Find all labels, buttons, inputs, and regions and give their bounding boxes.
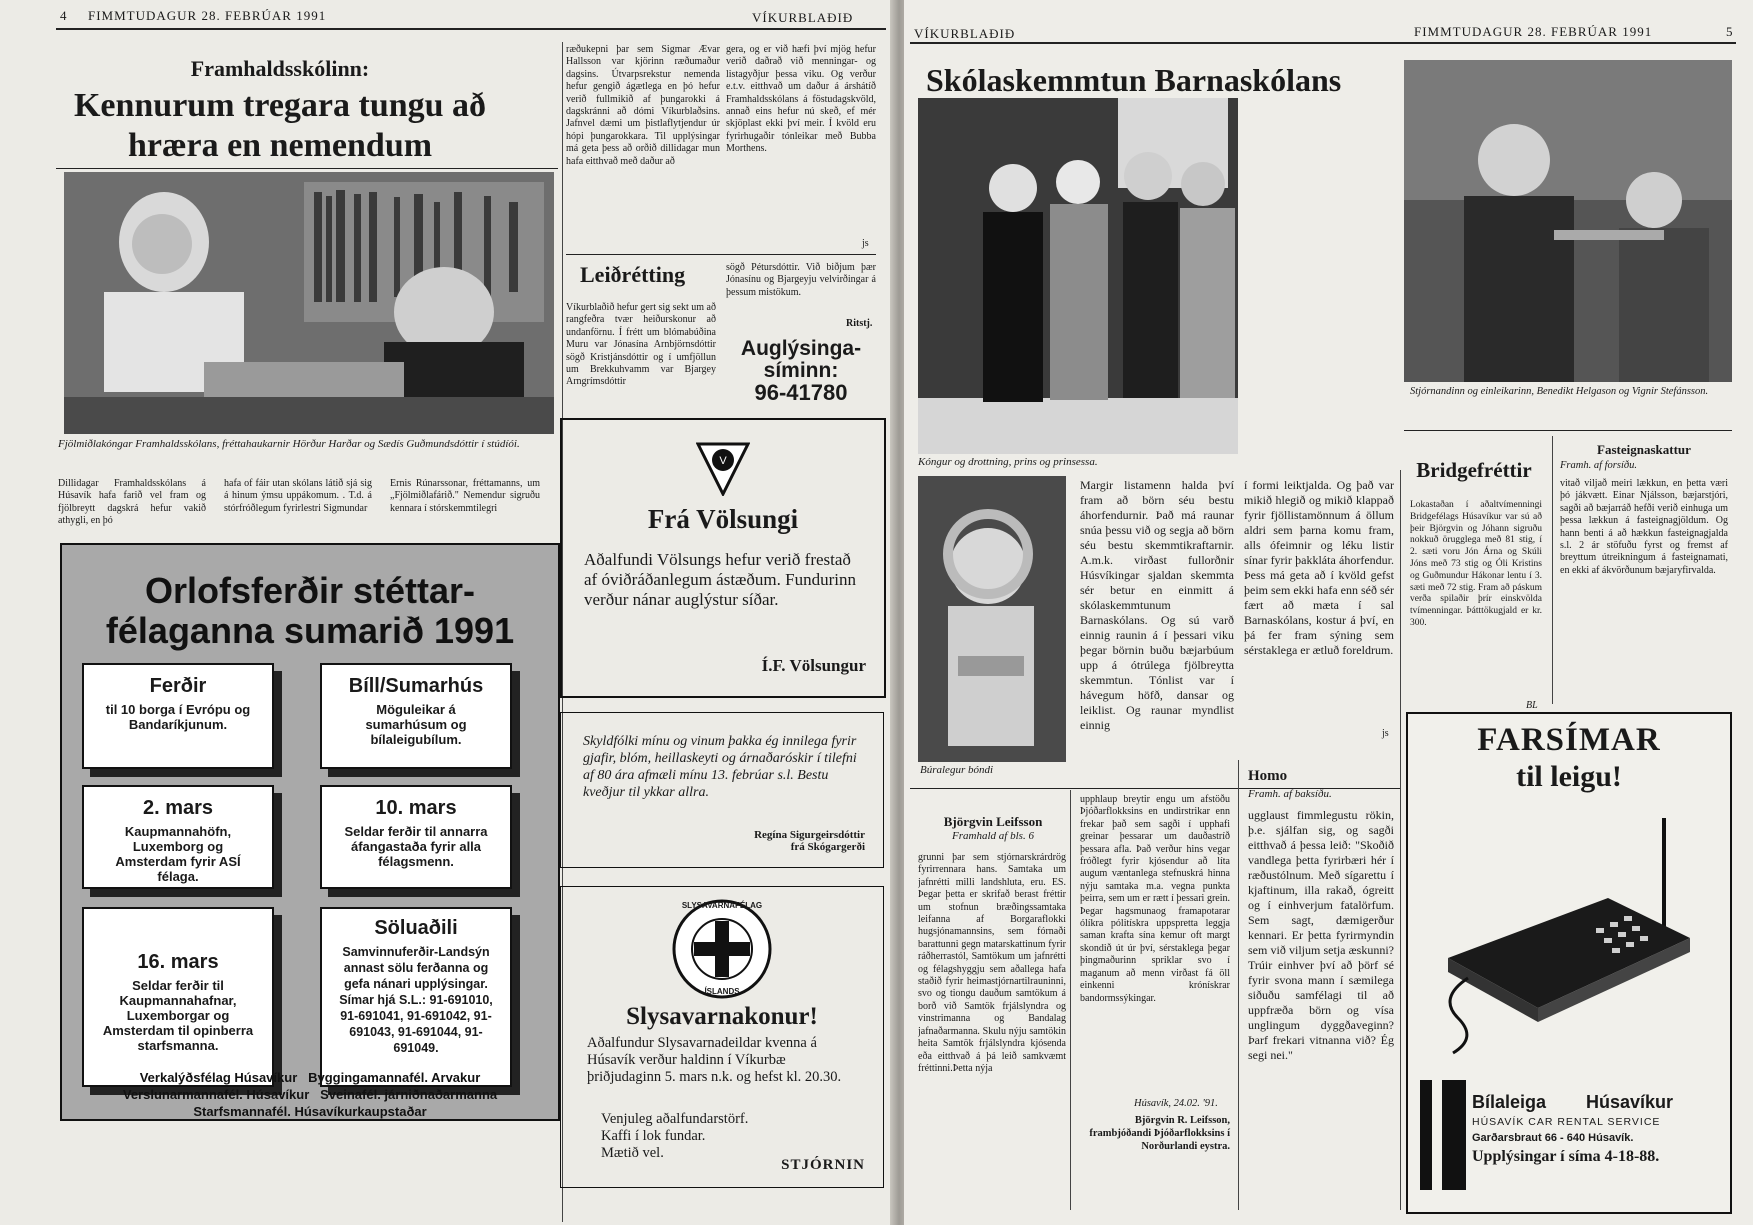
bjorgvin-title: Björgvin Leifsson: [943, 814, 1043, 829]
header-paper-left: VÍKURBLAÐIÐ: [752, 10, 854, 25]
column-divider-bridge: [1552, 436, 1553, 704]
conductor-photo: [1404, 60, 1732, 382]
orlof-box-2-body: Möguleikar á sumarhúsum og bílaleigubílum.: [365, 702, 467, 747]
bridge-title: Bridgefréttir: [1416, 458, 1532, 482]
orlof-box-6-title: Söluaðili: [374, 917, 458, 939]
correction-signature: Ritstj.: [846, 318, 873, 329]
caption-main: Kóngur og drottning, prins og prinsessa.: [918, 456, 1098, 468]
farsimar-brand-1: Bílaleiga: [1472, 1092, 1547, 1112]
article-kicker: Framhaldsskólinn:: [190, 56, 370, 81]
header-rule: [56, 28, 886, 30]
column-divider-r3: [1400, 470, 1401, 1210]
orlof-footer-line1: Verkalýðsfélag Húsavíkur Byggingamannafél. Arvakur: [139, 1070, 481, 1085]
orlof-box-6: [320, 907, 512, 1087]
volsungur-title: Frá Völsungi: [647, 504, 799, 534]
farsimar-brand-2: Húsavíkur: [1586, 1092, 1674, 1112]
bridge-signature: BL: [1526, 700, 1538, 711]
slysavarna-logo-icon: [672, 899, 772, 999]
slysavarna-logo-top: SLYSAVARNAFÉLAG: [681, 901, 763, 910]
column-divider-r1: [1070, 790, 1071, 1210]
correction-body: Víkurblaðið hefur gert sig sekt um að rangfeðra tvær heiðurskonur að undanförnu. Í frétt um blómabúðina Muru var Jónasína Arnbjörnsdóttir sögð Kristjánsdóttir og í umfjöllun um Brekkuhvamm var Bjargey Arngrímsdóttir: [566, 302, 716, 388]
farsimar-ad: [1406, 712, 1732, 1214]
caption-side: Stjórnandinn og einleikarinn, Benedikt Helgason og Vignir Stefánsson.: [1410, 386, 1709, 397]
right-headline: Skólaskemmtun Barnaskólans: [926, 62, 1342, 98]
story-col1: Margir listamenn halda því fram að börn séu bestu áhorfendurnir. Það má raunar snúa þessu við og segja að börn séu bestu skemmtikraftarnir. A.m.k. virðast fullorðnir Húsvíkingar sjaldan skemmta sér betur en einmitt á skólaskemmtunum Barnaskólans. Og sú varð einnig raunin á í þessari viku þegar börnin buðu bæjarbúum upp á ótrúlega fjölbreytta skemmtun. Tónlist var í hávegum höfð, dansar og leiklist. Og raunar myndlist einnig: [1080, 478, 1234, 732]
slysavarna-line-2: Kaffi í lok fundar.: [601, 1128, 706, 1144]
slysavarna-logo-bottom: ÍSLANDS: [704, 987, 740, 996]
bridge-rule: [1404, 430, 1732, 431]
header-paper-right: VÍKURBLAÐIÐ: [914, 26, 1016, 41]
orlof-footer: [62, 1069, 558, 1120]
page-number-left: 4: [60, 8, 68, 23]
column-divider-r2: [1238, 760, 1239, 1210]
bjorgvin-sig-2: frambjóðandi Þjóðarflokksins í Norðurlandi eystra.: [1089, 1128, 1230, 1152]
fasteigna-body: vitað viljað meiri lækkun, en þetta væri þó jákvætt. Einar Njálsson, bæjarstjóri, sagði að bæjarráð hefði verið einhuga um þessa lækkun á fasteignagjöldum. Og hann benti á að hækkun fasteignagjalda s.l. 2 ár stöfuðu fyrst og fremst af breyttum útreikningum á fasteignamati, en ekki af ákvörðunum bæjaryfirvalda.: [1560, 478, 1728, 576]
farsimar-subtitle: til leigu!: [1516, 760, 1622, 793]
slysavarna-lines: [601, 1111, 748, 1162]
correction-body-2: sögð Pétursdóttir. Við biðjum þær Jónasínu og Bjargeyju velvirðingar á þessum mistökum.: [726, 262, 876, 298]
bjorgvin-signature: [1080, 1114, 1230, 1153]
fasteigna-title: Fasteignaskattur: [1597, 442, 1691, 457]
photo-caption-left: Fjölmiðlakóngar Framhaldsskólans, fréttahaukarnir Hörður Harðar og Sædís Guðmundsdóttir í stúdíói.: [58, 438, 520, 450]
ad-phone-line1: Auglýsinga-: [740, 337, 862, 360]
volsungur-logo-icon: [696, 440, 750, 496]
svg-text:V: V: [719, 455, 727, 467]
orlof-box-1: [82, 663, 274, 769]
ad-phone-line2: síminn:: [763, 359, 839, 382]
farsimar-title: FARSÍMAR: [1477, 722, 1661, 758]
article-col2: hafa of fáir utan skólans látið sjá sig á hinum ýmsu uppákomum. . T.d. á stórfróðlegum fyrirlestri Sigmundar: [224, 478, 372, 514]
orlof-box-4-body: Seldar ferðir til annarra áfangastaða fyrir alla félagsmenn.: [344, 824, 488, 869]
article-col1: Dillidagar Framhaldsskólans á Húsavík hafa farið vel fram og fjölbreytt dagskrá hefur vakið athygli, en þó: [58, 478, 206, 527]
orlof-title-line1: Orlofsferðir stéttar-: [144, 570, 476, 611]
article-headline: Kennurum tregara tungu að hræra en nemendum: [73, 87, 487, 164]
right-page: [904, 0, 1753, 1225]
farsimar-address: Garðarsbraut 66 - 640 Húsavík.: [1472, 1132, 1634, 1144]
story-signature: js: [1382, 728, 1389, 739]
orlof-box-3: [82, 785, 274, 889]
farsimar-brand-sub: HÚSAVÍK CAR RENTAL SERVICE: [1472, 1116, 1661, 1128]
section-rule-1: [566, 254, 876, 255]
child-photo: [918, 476, 1066, 762]
homo-cont: Framh. af baksíðu.: [1248, 788, 1332, 800]
bjorgvin-sig-1: Björgvin R. Leifsson,: [1134, 1115, 1230, 1126]
header-date-left: FIMMTUDAGUR 28. FEBRÚAR 1991: [88, 8, 327, 23]
caption-small: Búralegur bóndi: [920, 764, 994, 776]
article-signature: js: [862, 238, 869, 249]
story-col2: í formi leiktjalda. Og það var mikið hlegið og mikið klappað fyrir fjöllistamönnum á öllum aldri sem þarna komu fram, alls ófeimnir og léku listir sínar fyrir þakkláta áhorfendur. Þess má geta að í kvöld gefst þeim sem ekki hafa enn séð sér fært að mæta í sal Barnaskólans, kostur á því, en þá fer fram sýning sem sérstaklega er ætluð foreldrum.: [1244, 478, 1394, 657]
volsungur-signature: Í.F. Völsungur: [761, 656, 866, 675]
slysavarna-body: Aðalfundur Slysavarnadeildar kvenna á Húsavík verður haldinn í Víkurbæ þriðjudaginn 5. mars n.k. og hefst kl. 20.30.: [587, 1035, 842, 1085]
orlof-box-1-title: Ferðir: [149, 675, 207, 697]
thanks-notice: [560, 712, 884, 868]
volsungur-body: Aðalfundi Völsungs hefur verið frestað af óviðráðanlegum ástæðum. Fundurinn verður nánar auglýstur síðar.: [584, 550, 856, 609]
orlof-box-1-body: til 10 borga í Evrópu og Bandaríkjunum.: [105, 702, 251, 732]
child-photo-image: [918, 476, 1066, 762]
bjorgvin-place: Húsavík, 24.02. '91.: [1134, 1098, 1218, 1109]
slysavarna-line-3: Mætið vel.: [601, 1145, 664, 1161]
conductor-photo-image: [1404, 60, 1732, 382]
bridge-body: Lokastaðan í aðaltvímenningi Bridgefélags Húsavíkur var sú að þeir Björgvin og Jóhann sigruðu nokkuð örugglega með 81 stig, í 2. sæti voru Jón Árna og Skúli Jóns með 73 stig og Óli Kristins og Guðmundur Hákonar lentu í 3. sæti með 72 stig. Fram að páskum verða spilaðir þrír einskvölda tvímenningar. Þátttökugjald er kr. 300.: [1410, 500, 1542, 628]
studio-photo: [64, 172, 554, 434]
bh-logo-icon: [1420, 1080, 1466, 1190]
orlof-box-5-title: 16. mars: [137, 951, 219, 973]
farsimar-phone: Upplýsingar í síma 4-18-88.: [1472, 1148, 1660, 1165]
car-phone-icon: [1428, 808, 1710, 1058]
bjorgvin-col2: upphlaup breytir engu um afstöðu Þjóðarflokksins en undirstrikar enn frekar það sem sagði í upphafi greinar þessarar um dauðastríð þessara afla. Það verður hins vegar fróðlegt fyrir kjósendur að líta augum væntanlega stefnuskrá hinna nýju samtaka m.a. vegna punkta þeirra, sem um er rætt í þessari grein. Þegar hagsmunaog framapotarar ólíkra pólitískra uppspretta leggja saman krafta sína kemur oft margt skondið út úr því, sérstaklega þegar þingmaðurinn spriklar svo í maganum að menn virðast fá öll einkenni krónískrar bandormssýkingar.: [1080, 794, 1230, 1004]
article-col3: Ernis Rúnarssonar, fréttamanns, um „Fjölmiðlafárið." Nemendur sigruðu kennara í stórskemmtilegri: [390, 478, 540, 514]
slysavarna-title: Slysavarnakonur!: [626, 1003, 818, 1030]
fasteigna-cont: Framh. af forsíðu.: [1560, 460, 1638, 471]
volsungur-ad: [560, 418, 886, 698]
orlof-box-2-title: Bíll/Sumarhús: [348, 675, 484, 697]
orlof-box-4-title: 10. mars: [375, 797, 457, 819]
orlof-box-4: [320, 785, 512, 889]
header-rule-right: [910, 42, 1736, 44]
orlof-box-3-title: 2. mars: [142, 797, 214, 819]
bjorgvin-col1: grunni þar sem stjórnarskrárdrög fyrirrennara hans. Samtaka um jafnrétti milli landshluta, eru. ES. Þegar þetta er skrifað berast fréttir um stofnun bræðingssamtaka leifanna af Borgaraflokki hugsjónamannsins, sem fórnaði barattunni gegn matarskattinum fyrir ráðherrastól, Samtökum um jafnrétti og félagshyggju sem aðallega hafa staðið fyrir heimastjórnartilrauninni, svo og tiongu dauðum samtökum á borð við Samtök frjálslyndra og vinstrimanna og Bandalag jafnaðarmanna. Skulu nýju samtökin heita Samtök frjálslyndra kjósenda eða eitthvað á þá leið samkvæmt fréttinni.Þetta nýja: [918, 852, 1066, 1074]
bjorgvin-cont: Framhald af bls. 6: [952, 830, 1034, 842]
homo-title: Homo: [1248, 768, 1288, 784]
headline-rule: [56, 168, 558, 169]
stage-photo: [918, 98, 1238, 454]
orlof-box-2: [320, 663, 512, 769]
slysavarna-line-1: Venjuleg aðalfundarstörf.: [601, 1111, 749, 1127]
orlof-box-3-body: Kaupmannahöfn, Luxemborg og Amsterdam fyrir ASÍ félaga.: [115, 824, 241, 884]
orlof-box-5-body: Seldar ferðir til Kaupmannahafnar, Luxemborgar og Amsterdam til opinberra starfsmanna.: [102, 978, 254, 1053]
studio-photo-image: [64, 172, 554, 434]
orlof-title: [62, 571, 558, 651]
homo-body: ugglaust fimmlegustu rökin, þ.e. sjálfan sig, og sagði eitthvað á þessa leið: "Skoðið vandlega þetta fyrirbæri hér í ræðustólnum. Með sígarettu í kjaftinum, illa rakað, ógreitt og í einhverjum fatalörfum. Sem sagt, dæmigerður kennari. Er þetta fyrirmyndin sem við viljum setja æskunni? Trúir einhver því að þörf sé fyrir svona mann í sæmilega siðuðu samfélagi til að uppfræða börn og vísa unglingum dyggðaveginn? Þarf frekari vitnanna við? Ég segi nei.": [1248, 808, 1394, 1062]
thanks-sig-1: Regína Sigurgeirsdóttir: [754, 829, 865, 841]
thanks-body: Skyldfólki mínu og vinum þakka ég innilega fyrir gjafir, blóm, heillaskeyti og árnaðaróskir í tilefni af 80 ára afmæli mínu 13. febrúar s.l. Bestu kveðjur til ykkar allra.: [583, 734, 857, 800]
ad-phone-number: 96-41780: [754, 380, 848, 405]
orlof-box-6-body: Samvinnuferðir-Landsýn annast sölu ferðanna og gefa nánari upplýsingar. Símar hjá S.L.: 91-691010, 91-691041, 91-691042, 91-691043, 91-691044, 91-691049.: [339, 945, 493, 1055]
page-number-right: 5: [1726, 24, 1734, 39]
orlof-ad: [60, 543, 560, 1121]
slysavarna-ad: [560, 886, 884, 1188]
stage-photo-image: [918, 98, 1238, 454]
ad-phone: [726, 338, 876, 404]
orlof-box-5: [82, 907, 274, 1087]
orlof-footer-line3: Starfsmannafél. Húsavíkurkaupstaðar: [193, 1104, 427, 1119]
correction-title: Leiðrétting: [580, 262, 686, 287]
slysavarna-signature: STJÓRNIN: [781, 1157, 865, 1173]
orlof-title-line2: félaganna sumarið 1991: [105, 610, 515, 651]
thanks-signature: [754, 829, 865, 853]
article-col5: gera, og er við hæfi því mjög hefur verið daðrað við menningar- og listagyðjur þessa viku. Og verður e.t.v. eitthvað um daður á árshátíð Framhaldsskólans á föstudagskvöld, annað eins hefur nú skeð, ef mér skjöplast ekki því meir. Í kvöld eru fyrirhugaðir tónleikar með Bubba Morthens.: [726, 44, 876, 155]
thanks-sig-2: frá Skógargerði: [790, 841, 865, 853]
article-col4: ræðukepni þar sem Sigmar Ævar Hallsson var kjörinn ræðumaður dagsins. Útvarpsrekstur nemenda hefur gengið ágætlega en þó hefur verið fullmikið af þungarokki á dagskránni að dómi Víkurblaðsins. Jafnvel dæmi um þistlaflytjendur úr hópi þungarokkara. Til upplýsingar má geta þess að orðið dillidagar mun hafa eitthvað með daður að: [566, 44, 720, 167]
header-date-right: FIMMTUDAGUR 28. FEBRÚAR 1991: [1414, 24, 1653, 39]
orlof-footer-line2: Verslunarmannafél. Húsavíkur Sveinafél. járniðnaðarmanna: [122, 1087, 498, 1102]
